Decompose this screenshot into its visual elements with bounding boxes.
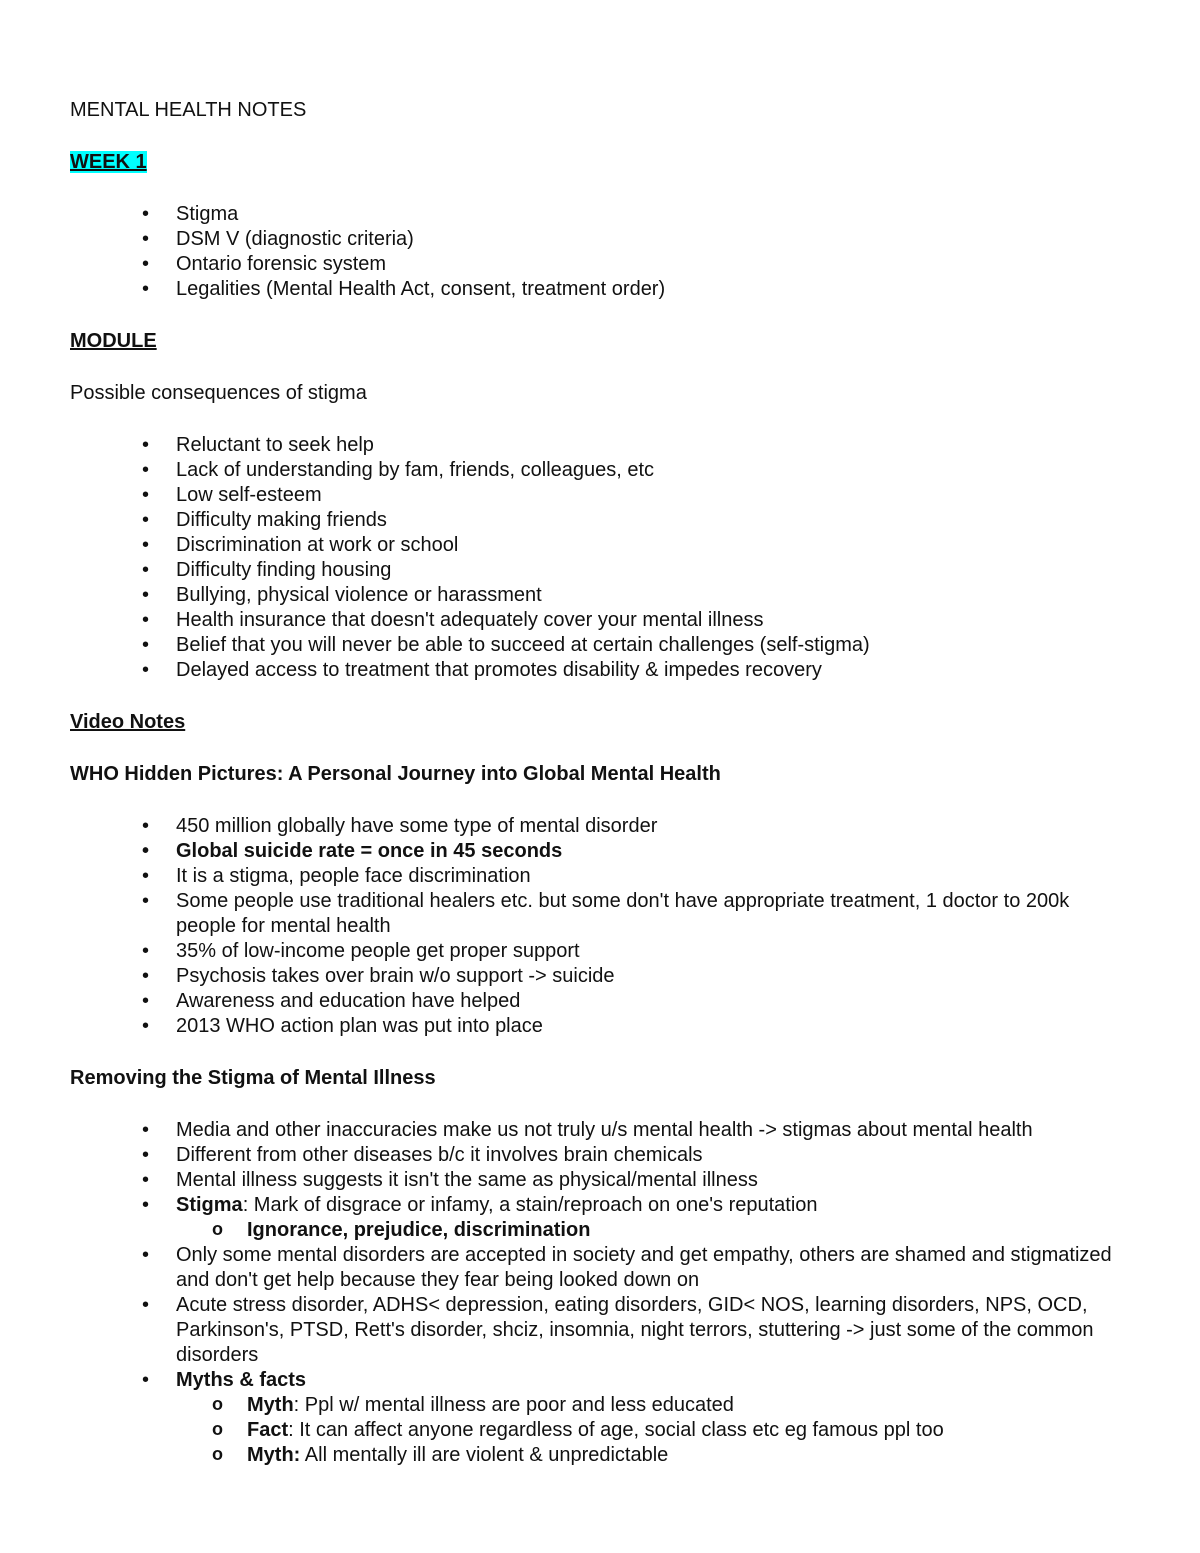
list-item: • Global suicide rate = once in 45 seconds [70, 839, 1130, 864]
myth-text: : Ppl w/ mental illness are poor and less educated [293, 1394, 734, 1416]
week-1-list [70, 202, 1130, 302]
week-1-heading [70, 150, 1130, 175]
document-title: MENTAL HEALTH NOTES [70, 99, 307, 121]
list-item: • Discrimination at work or school [70, 533, 1130, 558]
stigma-definition: : Mark of disgrace or infamy, a stain/reproach on one's reputation [242, 1194, 818, 1216]
myths-facts-sublist [70, 1393, 1130, 1468]
fact-label: Fact [247, 1419, 289, 1441]
removing-stigma-heading: Removing the Stigma of Mental Illness [70, 1067, 436, 1089]
module-intro: Possible consequences of stigma [70, 382, 367, 404]
list-item: • Different from other diseases b/c it involves brain chemicals [70, 1143, 1130, 1168]
sub-list-item [70, 1418, 1130, 1443]
list-item: • Delayed access to treatment that promotes disability & impedes recovery [70, 658, 1130, 683]
list-item: • Lack of understanding by fam, friends, colleagues, etc [70, 458, 1130, 483]
video-notes-heading: Video Notes [70, 711, 186, 733]
list-item: • Only some mental disorders are accepted in society and get empathy, others are shamed and stigmatized and don't get help because they fear being looked down on [70, 1243, 1130, 1293]
stigma-sublist [70, 1218, 1130, 1243]
sub-list-item [70, 1443, 1130, 1468]
list-item: • Media and other inaccuracies make us not truly u/s mental health -> stigmas about mental health [70, 1118, 1130, 1143]
list-item: • Difficulty finding housing [70, 558, 1130, 583]
list-item: • Acute stress disorder, ADHS< depression, eating disorders, GID< NOS, learning disorders, NPS, OCD, Parkinson's, PTSD, Rett's disorder, shciz, insomnia, night terrors, stuttering -> just some of the common disorders [70, 1293, 1130, 1368]
removing-stigma-list [70, 1118, 1130, 1468]
fact-text: : It can affect anyone regardless of age, social class etc eg famous ppl too [288, 1419, 944, 1441]
sub-list-item [70, 1393, 1130, 1418]
myth-text: All mentally ill are violent & unpredictable [300, 1444, 669, 1466]
who-video-list [70, 814, 1130, 1039]
list-item: • Bullying, physical violence or harassment [70, 583, 1130, 608]
list-item [70, 1368, 1130, 1468]
myths-facts-heading: Myths & facts [176, 1369, 307, 1391]
list-item: • Mental illness suggests it isn't the same as physical/mental illness [70, 1168, 1130, 1193]
list-item: • Psychosis takes over brain w/o support -> suicide [70, 964, 1130, 989]
list-item: • Health insurance that doesn't adequately cover your mental illness [70, 608, 1130, 633]
document-page [70, 98, 1130, 1495]
stigma-consequences-list [70, 433, 1130, 683]
list-item: • Some people use traditional healers etc. but some don't have appropriate treatment, 1 doctor to 200k people for mental health [70, 889, 1130, 939]
myth-label: Myth [247, 1394, 294, 1416]
list-item: • It is a stigma, people face discrimination [70, 864, 1130, 889]
module-heading: MODULE [70, 330, 157, 352]
list-item: • Ontario forensic system [70, 252, 1130, 277]
sub-list-item: o Ignorance, prejudice, discrimination [70, 1218, 1130, 1243]
stigma-term: Stigma [176, 1194, 243, 1216]
who-video-heading: WHO Hidden Pictures: A Personal Journey into Global Mental Health [70, 763, 721, 785]
list-item: • 35% of low-income people get proper support [70, 939, 1130, 964]
list-item: • DSM V (diagnostic criteria) [70, 227, 1130, 252]
list-item: • Difficulty making friends [70, 508, 1130, 533]
list-item: • Legalities (Mental Health Act, consent, treatment order) [70, 277, 1130, 302]
list-item: • 2013 WHO action plan was put into place [70, 1014, 1130, 1039]
myth-label: Myth: [247, 1444, 301, 1466]
list-item: • Stigma [70, 202, 1130, 227]
list-item: • Reluctant to seek help [70, 433, 1130, 458]
list-item [70, 1193, 1130, 1243]
week-1-label: WEEK 1 [70, 151, 147, 173]
list-item: • Low self-esteem [70, 483, 1130, 508]
list-item: • 450 million globally have some type of mental disorder [70, 814, 1130, 839]
list-item: • Belief that you will never be able to succeed at certain challenges (self-stigma) [70, 633, 1130, 658]
list-item: • Awareness and education have helped [70, 989, 1130, 1014]
